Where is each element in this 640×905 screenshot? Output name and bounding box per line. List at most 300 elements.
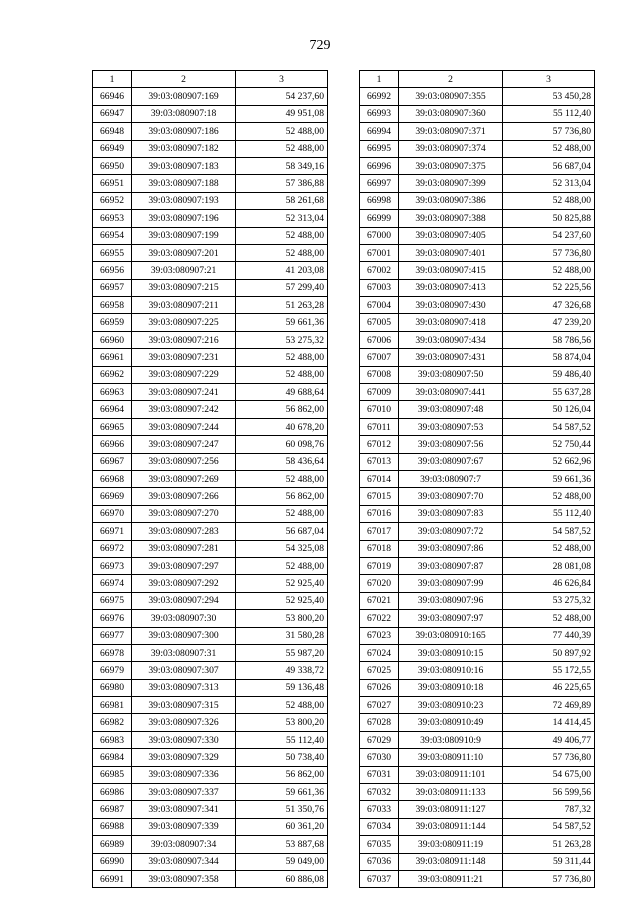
cadastral-number-cell: 39:03:080907:355 xyxy=(399,88,503,105)
value-cell: 57 299,40 xyxy=(236,279,328,296)
row-number-cell: 66992 xyxy=(360,88,399,105)
value-cell: 58 436,64 xyxy=(236,453,328,470)
row-number-cell: 66965 xyxy=(93,418,132,435)
cadastral-number-cell: 39:03:080911:19 xyxy=(399,836,503,853)
row-number-cell: 66950 xyxy=(93,157,132,174)
value-cell: 55 112,40 xyxy=(236,731,328,748)
column-header-3: 3 xyxy=(236,71,328,88)
row-number-cell: 66969 xyxy=(93,488,132,505)
value-cell: 53 275,32 xyxy=(236,331,328,348)
cadastral-number-cell: 39:03:080907:399 xyxy=(399,175,503,192)
row-number-cell: 67011 xyxy=(360,418,399,435)
cadastral-number-cell: 39:03:080907:53 xyxy=(399,418,503,435)
cadastral-number-cell: 39:03:080907:229 xyxy=(132,366,236,383)
row-number-cell: 67026 xyxy=(360,679,399,696)
cadastral-number-cell: 39:03:080907:7 xyxy=(399,470,503,487)
table-row xyxy=(360,644,595,661)
row-number-cell: 66971 xyxy=(93,523,132,540)
row-number-cell: 67019 xyxy=(360,557,399,574)
table-row xyxy=(93,784,328,801)
cadastral-number-cell: 39:03:080907:297 xyxy=(132,557,236,574)
cadastral-number-cell: 39:03:080911:148 xyxy=(399,853,503,870)
table-row xyxy=(93,436,328,453)
row-number-cell: 67022 xyxy=(360,610,399,627)
row-number-cell: 66985 xyxy=(93,766,132,783)
register-table-left xyxy=(92,70,328,888)
value-cell: 51 263,28 xyxy=(236,297,328,314)
value-cell: 60 361,20 xyxy=(236,818,328,835)
row-number-cell: 66963 xyxy=(93,384,132,401)
row-number-cell: 66954 xyxy=(93,227,132,244)
table-row xyxy=(93,88,328,105)
value-cell: 52 488,00 xyxy=(236,470,328,487)
value-cell: 52 488,00 xyxy=(236,244,328,261)
table-row xyxy=(360,697,595,714)
table-row xyxy=(360,297,595,314)
cadastral-number-cell: 39:03:080907:341 xyxy=(132,801,236,818)
value-cell: 58 874,04 xyxy=(503,349,595,366)
row-number-cell: 67017 xyxy=(360,523,399,540)
cadastral-number-cell: 39:03:080907:87 xyxy=(399,557,503,574)
cadastral-number-cell: 39:03:080907:231 xyxy=(132,349,236,366)
column-header-1: 1 xyxy=(360,71,399,88)
value-cell: 52 488,00 xyxy=(503,262,595,279)
row-number-cell: 66951 xyxy=(93,175,132,192)
row-number-cell: 67034 xyxy=(360,818,399,835)
cadastral-number-cell: 39:03:080907:31 xyxy=(132,644,236,661)
row-number-cell: 67016 xyxy=(360,505,399,522)
row-number-cell: 66966 xyxy=(93,436,132,453)
value-cell: 58 261,68 xyxy=(236,192,328,209)
value-cell: 51 350,76 xyxy=(236,801,328,818)
value-cell: 50 825,88 xyxy=(503,210,595,227)
cadastral-number-cell: 39:03:080911:21 xyxy=(399,870,503,887)
table-row xyxy=(360,488,595,505)
cadastral-number-cell: 39:03:080907:388 xyxy=(399,210,503,227)
value-cell: 58 786,56 xyxy=(503,331,595,348)
table-row xyxy=(360,714,595,731)
cadastral-number-cell: 39:03:080907:441 xyxy=(399,384,503,401)
row-number-cell: 66974 xyxy=(93,575,132,592)
value-cell: 59 661,36 xyxy=(503,470,595,487)
cadastral-number-cell: 39:03:080907:358 xyxy=(132,870,236,887)
cadastral-number-cell: 39:03:080907:418 xyxy=(399,314,503,331)
cadastral-number-cell: 39:03:080907:339 xyxy=(132,818,236,835)
row-number-cell: 67003 xyxy=(360,279,399,296)
value-cell: 47 326,68 xyxy=(503,297,595,314)
table-row xyxy=(93,262,328,279)
cadastral-number-cell: 39:03:080907:169 xyxy=(132,88,236,105)
cadastral-number-cell: 39:03:080907:186 xyxy=(132,123,236,140)
row-number-cell: 66948 xyxy=(93,123,132,140)
value-cell: 50 897,92 xyxy=(503,644,595,661)
row-number-cell: 66978 xyxy=(93,644,132,661)
value-cell: 55 112,40 xyxy=(503,105,595,122)
value-cell: 52 488,00 xyxy=(503,488,595,505)
value-cell: 46 225,65 xyxy=(503,679,595,696)
cadastral-number-cell: 39:03:080910:15 xyxy=(399,644,503,661)
value-cell: 31 580,28 xyxy=(236,627,328,644)
table-row xyxy=(93,210,328,227)
row-number-cell: 67032 xyxy=(360,784,399,801)
value-cell: 58 349,16 xyxy=(236,157,328,174)
page-number: 729 xyxy=(309,38,331,53)
table-row xyxy=(360,836,595,853)
value-cell: 59 136,48 xyxy=(236,679,328,696)
cadastral-number-cell: 39:03:080907:196 xyxy=(132,210,236,227)
cadastral-number-cell: 39:03:080907:201 xyxy=(132,244,236,261)
row-number-cell: 66960 xyxy=(93,331,132,348)
table-row xyxy=(360,418,595,435)
value-cell: 56 687,04 xyxy=(503,157,595,174)
value-cell: 54 587,52 xyxy=(503,418,595,435)
value-cell: 57 736,80 xyxy=(503,870,595,887)
cadastral-number-cell: 39:03:080907:182 xyxy=(132,140,236,157)
cadastral-number-cell: 39:03:080907:193 xyxy=(132,192,236,209)
table-row xyxy=(360,279,595,296)
value-cell: 52 488,00 xyxy=(236,227,328,244)
table-row xyxy=(360,818,595,835)
table-row xyxy=(93,766,328,783)
table-row xyxy=(93,192,328,209)
table-row xyxy=(93,123,328,140)
table-row xyxy=(93,853,328,870)
cadastral-number-cell: 39:03:080907:96 xyxy=(399,592,503,609)
cadastral-number-cell: 39:03:080911:144 xyxy=(399,818,503,835)
value-cell: 51 263,28 xyxy=(503,836,595,853)
value-cell: 52 925,40 xyxy=(236,592,328,609)
row-number-cell: 67000 xyxy=(360,227,399,244)
row-number-cell: 67014 xyxy=(360,470,399,487)
row-number-cell: 66979 xyxy=(93,662,132,679)
row-number-cell: 67037 xyxy=(360,870,399,887)
table-row xyxy=(93,470,328,487)
table-row xyxy=(93,488,328,505)
value-cell: 53 887,68 xyxy=(236,836,328,853)
value-cell: 56 862,00 xyxy=(236,401,328,418)
row-number-cell: 66981 xyxy=(93,697,132,714)
table-row xyxy=(93,697,328,714)
table-row xyxy=(93,401,328,418)
row-number-cell: 67001 xyxy=(360,244,399,261)
table-row xyxy=(93,453,328,470)
cadastral-number-cell: 39:03:080907:56 xyxy=(399,436,503,453)
row-number-cell: 67030 xyxy=(360,749,399,766)
row-number-cell: 66980 xyxy=(93,679,132,696)
cadastral-number-cell: 39:03:080907:283 xyxy=(132,523,236,540)
value-cell: 52 488,00 xyxy=(503,610,595,627)
table-row xyxy=(360,331,595,348)
row-number-cell: 66961 xyxy=(93,349,132,366)
value-cell: 60 886,08 xyxy=(236,870,328,887)
value-cell: 59 661,36 xyxy=(236,314,328,331)
cadastral-number-cell: 39:03:080907:225 xyxy=(132,314,236,331)
table-row xyxy=(93,505,328,522)
table-row xyxy=(360,610,595,627)
value-cell: 52 488,00 xyxy=(503,140,595,157)
cadastral-number-cell: 39:03:080911:101 xyxy=(399,766,503,783)
cadastral-number-cell: 39:03:080907:18 xyxy=(132,105,236,122)
value-cell: 52 488,00 xyxy=(503,540,595,557)
value-cell: 53 800,20 xyxy=(236,714,328,731)
row-number-cell: 67012 xyxy=(360,436,399,453)
row-number-cell: 66977 xyxy=(93,627,132,644)
row-number-cell: 67013 xyxy=(360,453,399,470)
cadastral-number-cell: 39:03:080907:405 xyxy=(399,227,503,244)
register-table-right xyxy=(359,70,595,888)
cadastral-number-cell: 39:03:080907:307 xyxy=(132,662,236,679)
cadastral-number-cell: 39:03:080911:10 xyxy=(399,749,503,766)
row-number-cell: 66959 xyxy=(93,314,132,331)
cadastral-number-cell: 39:03:080907:256 xyxy=(132,453,236,470)
value-cell: 55 172,55 xyxy=(503,662,595,679)
value-cell: 59 661,36 xyxy=(236,784,328,801)
value-cell: 52 925,40 xyxy=(236,575,328,592)
table-row xyxy=(93,157,328,174)
cadastral-number-cell: 39:03:080907:375 xyxy=(399,157,503,174)
row-number-cell: 67006 xyxy=(360,331,399,348)
value-cell: 52 662,96 xyxy=(503,453,595,470)
column-header-1: 1 xyxy=(93,71,132,88)
row-number-cell: 67007 xyxy=(360,349,399,366)
cadastral-number-cell: 39:03:080907:360 xyxy=(399,105,503,122)
cadastral-number-cell: 39:03:080907:70 xyxy=(399,488,503,505)
value-cell: 60 098,76 xyxy=(236,436,328,453)
table-row xyxy=(93,140,328,157)
table-row xyxy=(360,505,595,522)
table-row xyxy=(360,401,595,418)
cadastral-number-cell: 39:03:080907:313 xyxy=(132,679,236,696)
row-number-cell: 67010 xyxy=(360,401,399,418)
row-number-cell: 67035 xyxy=(360,836,399,853)
table-row xyxy=(93,801,328,818)
row-number-cell: 66968 xyxy=(93,470,132,487)
table-row xyxy=(360,749,595,766)
cadastral-number-cell: 39:03:080907:374 xyxy=(399,140,503,157)
value-cell: 53 800,20 xyxy=(236,610,328,627)
row-number-cell: 66984 xyxy=(93,749,132,766)
row-number-cell: 66990 xyxy=(93,853,132,870)
value-cell: 50 738,40 xyxy=(236,749,328,766)
value-cell: 52 225,56 xyxy=(503,279,595,296)
cadastral-number-cell: 39:03:080907:434 xyxy=(399,331,503,348)
value-cell: 59 311,44 xyxy=(503,853,595,870)
table-row xyxy=(93,749,328,766)
cadastral-number-cell: 39:03:080907:336 xyxy=(132,766,236,783)
table-row xyxy=(93,384,328,401)
value-cell: 53 450,28 xyxy=(503,88,595,105)
cadastral-number-cell: 39:03:080910:49 xyxy=(399,714,503,731)
table-row xyxy=(360,175,595,192)
value-cell: 49 688,64 xyxy=(236,384,328,401)
value-cell: 46 626,84 xyxy=(503,575,595,592)
cadastral-number-cell: 39:03:080907:431 xyxy=(399,349,503,366)
cadastral-number-cell: 39:03:080910:23 xyxy=(399,697,503,714)
row-number-cell: 66958 xyxy=(93,297,132,314)
cadastral-number-cell: 39:03:080907:48 xyxy=(399,401,503,418)
row-number-cell: 66952 xyxy=(93,192,132,209)
value-cell: 55 112,40 xyxy=(503,505,595,522)
value-cell: 57 736,80 xyxy=(503,123,595,140)
value-cell: 49 338,72 xyxy=(236,662,328,679)
table-row xyxy=(360,88,595,105)
cadastral-number-cell: 39:03:080907:344 xyxy=(132,853,236,870)
cadastral-number-cell: 39:03:080911:127 xyxy=(399,801,503,818)
row-number-cell: 66972 xyxy=(93,540,132,557)
value-cell: 52 313,04 xyxy=(236,210,328,227)
row-number-cell: 66987 xyxy=(93,801,132,818)
value-cell: 56 599,56 xyxy=(503,784,595,801)
cadastral-number-cell: 39:03:080907:244 xyxy=(132,418,236,435)
row-number-cell: 66975 xyxy=(93,592,132,609)
cadastral-number-cell: 39:03:080907:99 xyxy=(399,575,503,592)
cadastral-number-cell: 39:03:080907:21 xyxy=(132,262,236,279)
column-header-2: 2 xyxy=(399,71,503,88)
value-cell: 53 275,32 xyxy=(503,592,595,609)
row-number-cell: 67027 xyxy=(360,697,399,714)
table-row xyxy=(93,366,328,383)
row-number-cell: 66989 xyxy=(93,836,132,853)
row-number-cell: 67008 xyxy=(360,366,399,383)
table-row xyxy=(360,314,595,331)
cadastral-number-cell: 39:03:080907:294 xyxy=(132,592,236,609)
row-number-cell: 66957 xyxy=(93,279,132,296)
table-row xyxy=(360,262,595,279)
row-number-cell: 66946 xyxy=(93,88,132,105)
table-row xyxy=(93,105,328,122)
value-cell: 40 678,20 xyxy=(236,418,328,435)
value-cell: 77 440,39 xyxy=(503,627,595,644)
cadastral-number-cell: 39:03:080907:86 xyxy=(399,540,503,557)
cadastral-number-cell: 39:03:080910:16 xyxy=(399,662,503,679)
row-number-cell: 67036 xyxy=(360,853,399,870)
cadastral-number-cell: 39:03:080907:415 xyxy=(399,262,503,279)
row-number-cell: 67020 xyxy=(360,575,399,592)
cadastral-number-cell: 39:03:080907:337 xyxy=(132,784,236,801)
table-row xyxy=(93,592,328,609)
row-number-cell: 66994 xyxy=(360,123,399,140)
row-number-cell: 67033 xyxy=(360,801,399,818)
row-number-cell: 67004 xyxy=(360,297,399,314)
table-row xyxy=(360,731,595,748)
row-number-cell: 66997 xyxy=(360,175,399,192)
row-number-cell: 66988 xyxy=(93,818,132,835)
cadastral-number-cell: 39:03:080907:269 xyxy=(132,470,236,487)
table-row xyxy=(360,575,595,592)
table-row xyxy=(360,210,595,227)
cadastral-number-cell: 39:03:080907:329 xyxy=(132,749,236,766)
column-header-2: 2 xyxy=(132,71,236,88)
value-cell: 50 126,04 xyxy=(503,401,595,418)
table-row xyxy=(360,540,595,557)
value-cell: 54 675,00 xyxy=(503,766,595,783)
table-row xyxy=(93,679,328,696)
row-number-cell: 66973 xyxy=(93,557,132,574)
cadastral-number-cell: 39:03:080907:241 xyxy=(132,384,236,401)
value-cell: 54 237,60 xyxy=(503,227,595,244)
cadastral-number-cell: 39:03:080907:401 xyxy=(399,244,503,261)
value-cell: 14 414,45 xyxy=(503,714,595,731)
column-header-3: 3 xyxy=(503,71,595,88)
row-number-cell: 66983 xyxy=(93,731,132,748)
row-number-cell: 66967 xyxy=(93,453,132,470)
table-row xyxy=(93,836,328,853)
row-number-cell: 67023 xyxy=(360,627,399,644)
cadastral-number-cell: 39:03:080907:300 xyxy=(132,627,236,644)
row-number-cell: 66955 xyxy=(93,244,132,261)
cadastral-number-cell: 39:03:080907:315 xyxy=(132,697,236,714)
value-cell: 55 987,20 xyxy=(236,644,328,661)
table-row xyxy=(360,366,595,383)
cadastral-number-cell: 39:03:080907:30 xyxy=(132,610,236,627)
row-number-cell: 66993 xyxy=(360,105,399,122)
cadastral-number-cell: 39:03:080907:188 xyxy=(132,175,236,192)
table-row xyxy=(360,105,595,122)
value-cell: 49 951,08 xyxy=(236,105,328,122)
table-row xyxy=(93,331,328,348)
value-cell: 52 313,04 xyxy=(503,175,595,192)
table-row xyxy=(93,523,328,540)
table-row xyxy=(360,470,595,487)
cadastral-number-cell: 39:03:080907:266 xyxy=(132,488,236,505)
value-cell: 52 488,00 xyxy=(236,505,328,522)
cadastral-number-cell: 39:03:080911:133 xyxy=(399,784,503,801)
cadastral-number-cell: 39:03:080907:386 xyxy=(399,192,503,209)
table-row xyxy=(360,140,595,157)
row-number-cell: 66995 xyxy=(360,140,399,157)
table-row xyxy=(360,384,595,401)
table-row xyxy=(360,662,595,679)
table-row xyxy=(93,349,328,366)
value-cell: 54 237,60 xyxy=(236,88,328,105)
cadastral-number-cell: 39:03:080907:34 xyxy=(132,836,236,853)
table-row xyxy=(360,557,595,574)
table-row xyxy=(360,349,595,366)
table-row xyxy=(93,627,328,644)
row-number-cell: 67021 xyxy=(360,592,399,609)
row-number-cell: 67025 xyxy=(360,662,399,679)
value-cell: 54 587,52 xyxy=(503,818,595,835)
row-number-cell: 67028 xyxy=(360,714,399,731)
table-row xyxy=(93,314,328,331)
row-number-cell: 67005 xyxy=(360,314,399,331)
table-row xyxy=(360,192,595,209)
cadastral-number-cell: 39:03:080907:83 xyxy=(399,505,503,522)
row-number-cell: 66996 xyxy=(360,157,399,174)
row-number-cell: 67018 xyxy=(360,540,399,557)
value-cell: 56 862,00 xyxy=(236,766,328,783)
value-cell: 59 049,00 xyxy=(236,853,328,870)
cadastral-number-cell: 39:03:080907:183 xyxy=(132,157,236,174)
row-number-cell: 66947 xyxy=(93,105,132,122)
cadastral-number-cell: 39:03:080907:216 xyxy=(132,331,236,348)
table-row xyxy=(360,453,595,470)
row-number-cell: 67031 xyxy=(360,766,399,783)
table-row xyxy=(93,870,328,887)
table-row xyxy=(360,157,595,174)
value-cell: 47 239,20 xyxy=(503,314,595,331)
cadastral-number-cell: 39:03:080907:215 xyxy=(132,279,236,296)
cadastral-number-cell: 39:03:080907:199 xyxy=(132,227,236,244)
value-cell: 59 486,40 xyxy=(503,366,595,383)
row-number-cell: 66962 xyxy=(93,366,132,383)
table-row xyxy=(93,540,328,557)
value-cell: 52 488,00 xyxy=(236,123,328,140)
cadastral-number-cell: 39:03:080910:9 xyxy=(399,731,503,748)
cadastral-number-cell: 39:03:080907:413 xyxy=(399,279,503,296)
table-row xyxy=(360,523,595,540)
table-row xyxy=(93,818,328,835)
